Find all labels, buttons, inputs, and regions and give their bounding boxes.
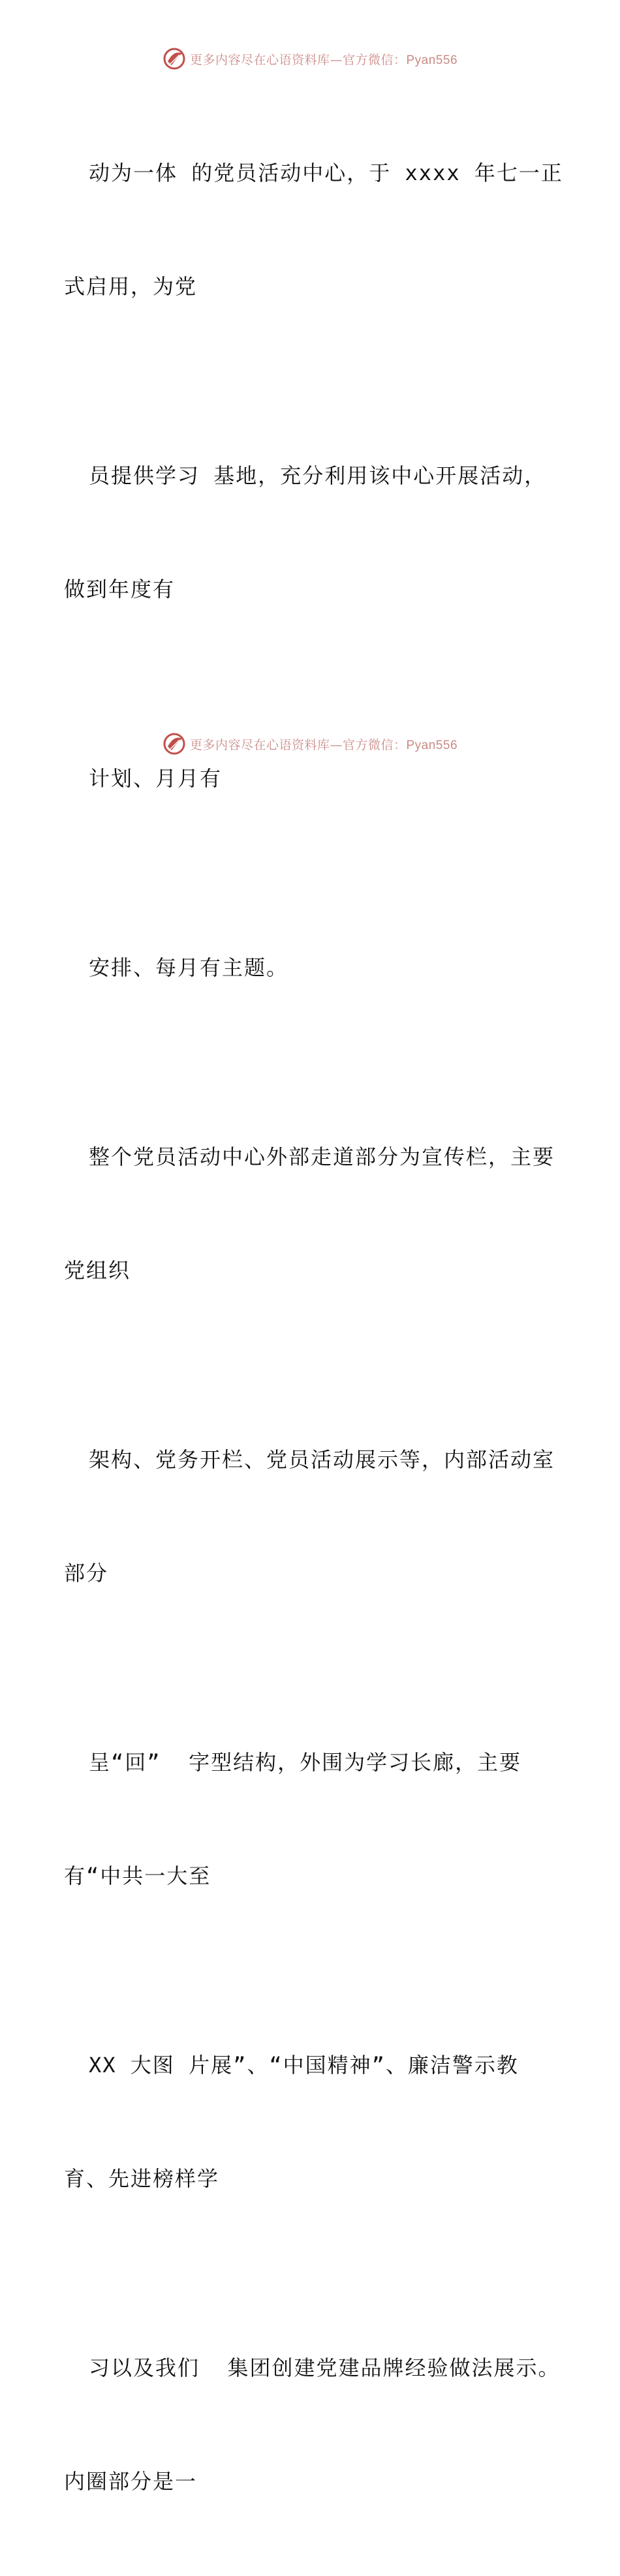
banner-text: 更多内容尽在心语资料库—官方微信：Pyan556 (189, 737, 458, 752)
paragraph-line: 呈“回” 字型结构，外围为学习长廊，主要 (89, 1750, 522, 1775)
paragraph (64, 1970, 566, 2273)
paragraph (64, 1062, 566, 1365)
paragraph-line: 架构、党务开栏、党员活动展示等，内部活动室 (89, 1447, 555, 1472)
paragraph-line: 部分 (64, 1561, 109, 1586)
wechat-id: Pyan556 (406, 738, 458, 752)
paragraph-line: 育、先进榜样学 (64, 2166, 220, 2191)
paragraph-line: 有“中共一大至 (64, 1863, 211, 1888)
paragraph (64, 381, 566, 684)
paragraph-line: 做到年度有 (64, 577, 176, 602)
banner-text: 更多内容尽在心语资料库—官方微信：Pyan556 (189, 52, 458, 67)
paragraph (64, 2273, 566, 2576)
paragraph-line: 员提供学习 基地，充分利用该中心开展活动， (89, 463, 547, 488)
paragraph (64, 684, 566, 873)
paragraph (64, 1365, 566, 1668)
document-body (64, 78, 566, 2576)
paragraph-line: 习以及我们 集团创建党建品牌经验做法展示。 (89, 2355, 561, 2380)
paragraph (64, 1668, 566, 1970)
paragraph-line: 党组织 (64, 1258, 131, 1283)
paragraph-line: XX 大图 片展”、“中国精神”、廉洁警示教 (89, 2053, 519, 2078)
paragraph (64, 78, 566, 381)
footer-banner (0, 729, 620, 758)
paragraph-line: 式启用，为党 (64, 274, 198, 299)
paragraph-line: 动为一体 的党员活动中心，于 xxxx 年七一正 (89, 161, 563, 185)
paragraph-line: 整个党员活动中心外部走道部分为宣传栏，主要 (89, 1144, 555, 1169)
wechat-id: Pyan556 (406, 53, 458, 67)
logo-icon (163, 47, 186, 70)
header-banner (0, 44, 620, 73)
paragraph-line: 安排、每月有主题。 (89, 955, 289, 980)
paragraph-line: 内圈部分是一 (64, 2469, 198, 2494)
paragraph (64, 873, 566, 1062)
paragraph-line: 计划、月月有 (89, 766, 223, 791)
logo-icon (163, 732, 186, 756)
